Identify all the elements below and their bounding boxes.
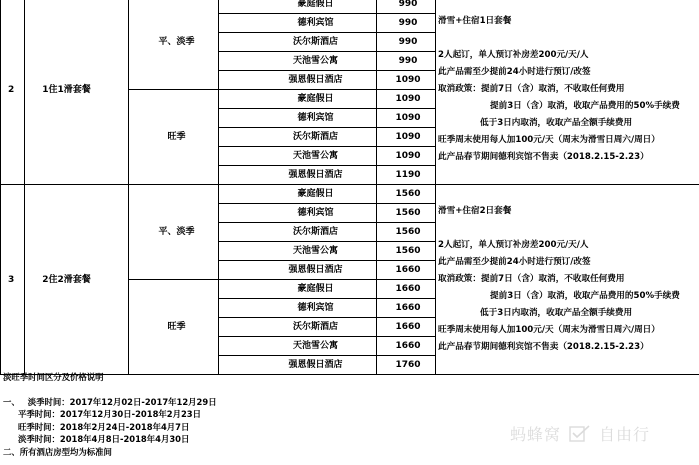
hotel-name: 天池雪公寓 xyxy=(219,147,377,166)
period-1: 淡季时间：2017年12月02日-2017年12月29日 xyxy=(27,396,217,407)
description-line: 提前3日（含）取消，收取产品费用的50%手续费 xyxy=(490,291,680,301)
season-label: 平、淡季 xyxy=(129,0,219,90)
hotel-name: 豪庭假日 xyxy=(219,280,377,299)
price-cell: 1760 xyxy=(377,356,436,375)
season-label: 旺季 xyxy=(129,90,219,185)
hotel-name: 强恩假日酒店 xyxy=(219,71,377,90)
price-cell: 1090 xyxy=(377,128,436,147)
period-line-2 xyxy=(3,408,693,421)
period-3: 旺季时间：2018年2月24日-2018年4月7日 xyxy=(18,421,190,432)
description-line: 旺季周末使用每人加100元/天（周末为滑雪日周六/周日） xyxy=(438,325,660,335)
price-cell: 1560 xyxy=(377,185,436,204)
hotel-name: 豪庭假日 xyxy=(219,185,377,204)
price-cell: 1660 xyxy=(377,261,436,280)
room-type-note: 二、所有酒店房型均为标准间 xyxy=(3,446,112,457)
package-number: 3 xyxy=(1,185,25,375)
hotel-name: 天池雪公寓 xyxy=(219,242,377,261)
hotel-name: 天池雪公寓 xyxy=(219,52,377,71)
description-line xyxy=(438,220,699,237)
price-cell: 990 xyxy=(377,0,436,14)
price-cell: 1560 xyxy=(377,242,436,261)
price-cell: 1190 xyxy=(377,166,436,185)
season-label: 旺季 xyxy=(129,280,219,375)
package-number: 2 xyxy=(1,0,25,185)
description-line: 2人起订，单人预订补房差200元/天/人 xyxy=(438,240,589,250)
hotel-name: 豪庭假日 xyxy=(219,90,377,109)
table-row xyxy=(1,0,699,14)
section-1-prefix: 一、 xyxy=(3,396,20,407)
hotel-name: 德利宾馆 xyxy=(219,299,377,318)
description-line: 此产品春节期间德利宾馆不售卖（2018.2.15-2.23） xyxy=(438,342,649,352)
notes-spacer xyxy=(3,384,693,396)
hotel-name: 沃尔斯酒店 xyxy=(219,128,377,147)
watermark xyxy=(510,422,650,445)
price-cell: 1660 xyxy=(377,299,436,318)
price-cell: 1090 xyxy=(377,109,436,128)
description-line: 滑雪+住宿1日套餐 xyxy=(438,16,512,26)
hotel-name: 沃尔斯酒店 xyxy=(219,318,377,337)
package-description xyxy=(436,185,699,375)
description-line: 滑雪+住宿2日套餐 xyxy=(438,206,512,216)
hotel-name: 德利宾馆 xyxy=(219,14,377,33)
hotel-name: 强恩假日酒店 xyxy=(219,261,377,280)
package-description xyxy=(436,0,699,185)
hotel-name: 豪庭假日 xyxy=(219,0,377,14)
table-row xyxy=(1,185,699,204)
price-cell: 990 xyxy=(377,52,436,71)
price-cell: 1660 xyxy=(377,280,436,299)
description-line: 旺季周末使用每人加100元/天（周末为滑雪日周六/周日） xyxy=(438,135,660,145)
period-line-1 xyxy=(3,396,693,409)
season-notes xyxy=(3,371,693,459)
hotel-name: 德利宾馆 xyxy=(219,204,377,223)
watermark-product: 自由行 xyxy=(599,425,651,444)
description-line: 取消政策：提前7日（含）取消，不收取任何费用 xyxy=(438,84,625,94)
hotel-name: 沃尔斯酒店 xyxy=(219,223,377,242)
description-line: 此产品需至少提前24小时进行预订/改签 xyxy=(438,67,591,77)
price-cell: 1090 xyxy=(377,71,436,90)
price-cell: 1660 xyxy=(377,318,436,337)
description-line: 2人起订，单人预订补房差200元/天/人 xyxy=(438,50,589,60)
description-line: 此产品需至少提前24小时进行预订/改签 xyxy=(438,257,591,267)
price-cell: 1560 xyxy=(377,204,436,223)
price-cell: 1560 xyxy=(377,223,436,242)
watermark-brand: 蚂蜂窝 xyxy=(510,425,562,444)
package-name: 1住1滑套餐 xyxy=(25,0,129,185)
hotel-name: 强恩假日酒店 xyxy=(219,356,377,375)
price-cell: 990 xyxy=(377,33,436,52)
hotel-name: 德利宾馆 xyxy=(219,109,377,128)
description-line xyxy=(438,30,699,47)
hotel-name: 天池雪公寓 xyxy=(219,337,377,356)
price-cell: 1090 xyxy=(377,90,436,109)
package-name: 2住2滑套餐 xyxy=(25,185,129,375)
hotel-name: 沃尔斯酒店 xyxy=(219,33,377,52)
description-line: 此产品春节期间德利宾馆不售卖（2018.2.15-2.23） xyxy=(438,152,649,162)
description-line: 低于3日内取消，收取产品全额手续费用 xyxy=(480,308,633,318)
description-line: 低于3日内取消，收取产品全额手续费用 xyxy=(480,118,633,128)
period-2: 平季时间：2017年12月30日-2018年2月23日 xyxy=(18,409,202,420)
notes-heading: 淡旺季时间区分及价格说明 xyxy=(3,372,104,382)
description-line: 提前3日（含）取消，收取产品费用的50%手续费 xyxy=(490,101,680,111)
season-label: 平、淡季 xyxy=(129,185,219,280)
period-4: 淡季时间：2018年4月8日-2018年4月30日 xyxy=(18,434,190,445)
hotel-name: 强恩假日酒店 xyxy=(219,166,377,185)
price-cell: 1090 xyxy=(377,147,436,166)
check-box-icon xyxy=(569,425,591,443)
package-table-body xyxy=(1,0,699,375)
price-cell: 1660 xyxy=(377,337,436,356)
price-cell: 990 xyxy=(377,14,436,33)
description-line: 取消政策：提前7日（含）取消，不收取任何费用 xyxy=(438,274,625,284)
